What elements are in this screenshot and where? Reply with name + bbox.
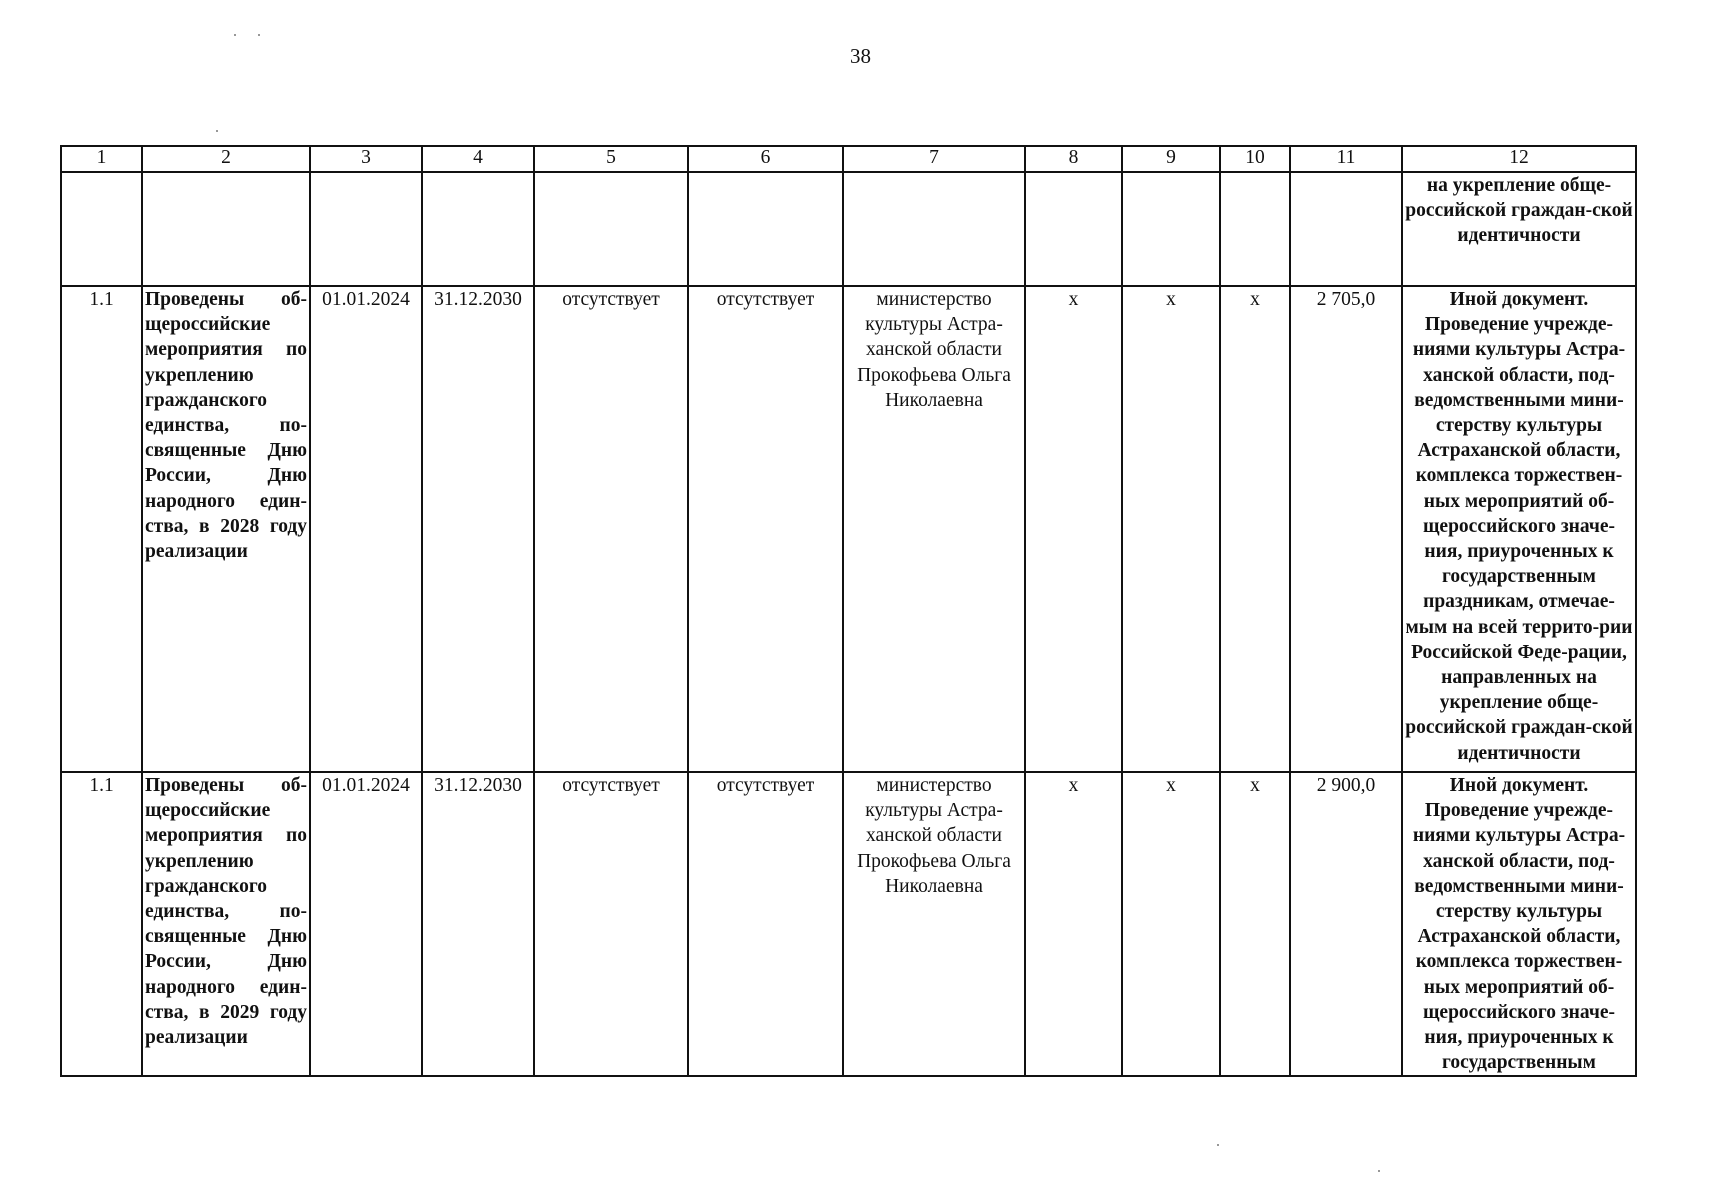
empty-cell <box>142 172 310 286</box>
empty-cell <box>688 172 843 286</box>
column-header: 8 <box>1025 146 1122 172</box>
scan-speck <box>234 34 236 36</box>
scan-speck <box>1378 1170 1380 1172</box>
event-name-cell: Проведены об-щероссийские мероприятия по укреплению гражданского единства, по-священные Дню России, Дню народного един-ства, в 2029 году реализации <box>142 772 310 1076</box>
empty-cell <box>1122 172 1220 286</box>
plan-table <box>60 145 1637 1077</box>
document-cell: Иной документ. Проведение учрежде-ниями культуры Астра-ханской области, под-ведомственными мини-стерству культуры Астраханской области, комплекса торжествен-ных мероприятий об-щероссийского значе-ния, приуроченных к государственным праздникам, отмечае-мым на всей террито-рии Российской Феде-рации, направленных на укрепление обще-российской граждан-ской идентичности <box>1402 286 1636 772</box>
document-continuation-cell: на укрепление обще-российской граждан-ской идентичности <box>1402 172 1636 286</box>
column-header: 11 <box>1290 146 1402 172</box>
table-row <box>61 286 1636 772</box>
document-cell: Иной документ. Проведение учрежде-ниями культуры Астра-ханской области, под-ведомственными мини-стерству культуры Астраханской области, комплекса торжествен-ных мероприятий об-щероссийского значе-ния, приуроченных к государственным <box>1402 772 1636 1076</box>
row-number-cell: 1.1 <box>61 772 142 1076</box>
responsible-cell: министерство культуры Астра-ханской области Прокофьева Ольга Николаевна <box>843 286 1025 772</box>
col5-cell: отсутствует <box>534 772 688 1076</box>
column-header: 2 <box>142 146 310 172</box>
amount-cell: 2 705,0 <box>1290 286 1402 772</box>
page-number: 38 <box>850 44 871 68</box>
empty-cell <box>422 172 534 286</box>
empty-cell <box>843 172 1025 286</box>
continuation-row <box>61 172 1636 286</box>
scan-speck <box>258 34 260 36</box>
column-number-row <box>61 146 1636 172</box>
end-date-cell: 31.12.2030 <box>422 286 534 772</box>
empty-cell <box>310 172 422 286</box>
amount-cell: 2 900,0 <box>1290 772 1402 1076</box>
col6-cell: отсутствует <box>688 772 843 1076</box>
event-name-cell: Проведены об-щероссийские мероприятия по укреплению гражданского единства, по-священные Дню России, Дню народного един-ства, в 2028 году реализации <box>142 286 310 772</box>
column-header: 9 <box>1122 146 1220 172</box>
column-header: 4 <box>422 146 534 172</box>
empty-cell <box>61 172 142 286</box>
column-header: 12 <box>1402 146 1636 172</box>
scan-speck <box>1217 1144 1219 1146</box>
col9-cell: x <box>1122 286 1220 772</box>
col8-cell: x <box>1025 286 1122 772</box>
row-number-cell: 1.1 <box>61 286 142 772</box>
empty-cell <box>1220 172 1290 286</box>
start-date-cell: 01.01.2024 <box>310 286 422 772</box>
empty-cell <box>1290 172 1402 286</box>
col10-cell: x <box>1220 286 1290 772</box>
col8-cell: x <box>1025 772 1122 1076</box>
empty-cell <box>1025 172 1122 286</box>
col5-cell: отсутствует <box>534 286 688 772</box>
column-header: 6 <box>688 146 843 172</box>
end-date-cell: 31.12.2030 <box>422 772 534 1076</box>
column-header: 5 <box>534 146 688 172</box>
responsible-cell: министерство культуры Астра-ханской области Прокофьева Ольга Николаевна <box>843 772 1025 1076</box>
col6-cell: отсутствует <box>688 286 843 772</box>
start-date-cell: 01.01.2024 <box>310 772 422 1076</box>
column-header: 7 <box>843 146 1025 172</box>
scan-speck <box>216 130 218 132</box>
column-header: 1 <box>61 146 142 172</box>
col9-cell: x <box>1122 772 1220 1076</box>
column-header: 3 <box>310 146 422 172</box>
table-row <box>61 772 1636 1076</box>
column-header: 10 <box>1220 146 1290 172</box>
col10-cell: x <box>1220 772 1290 1076</box>
empty-cell <box>534 172 688 286</box>
